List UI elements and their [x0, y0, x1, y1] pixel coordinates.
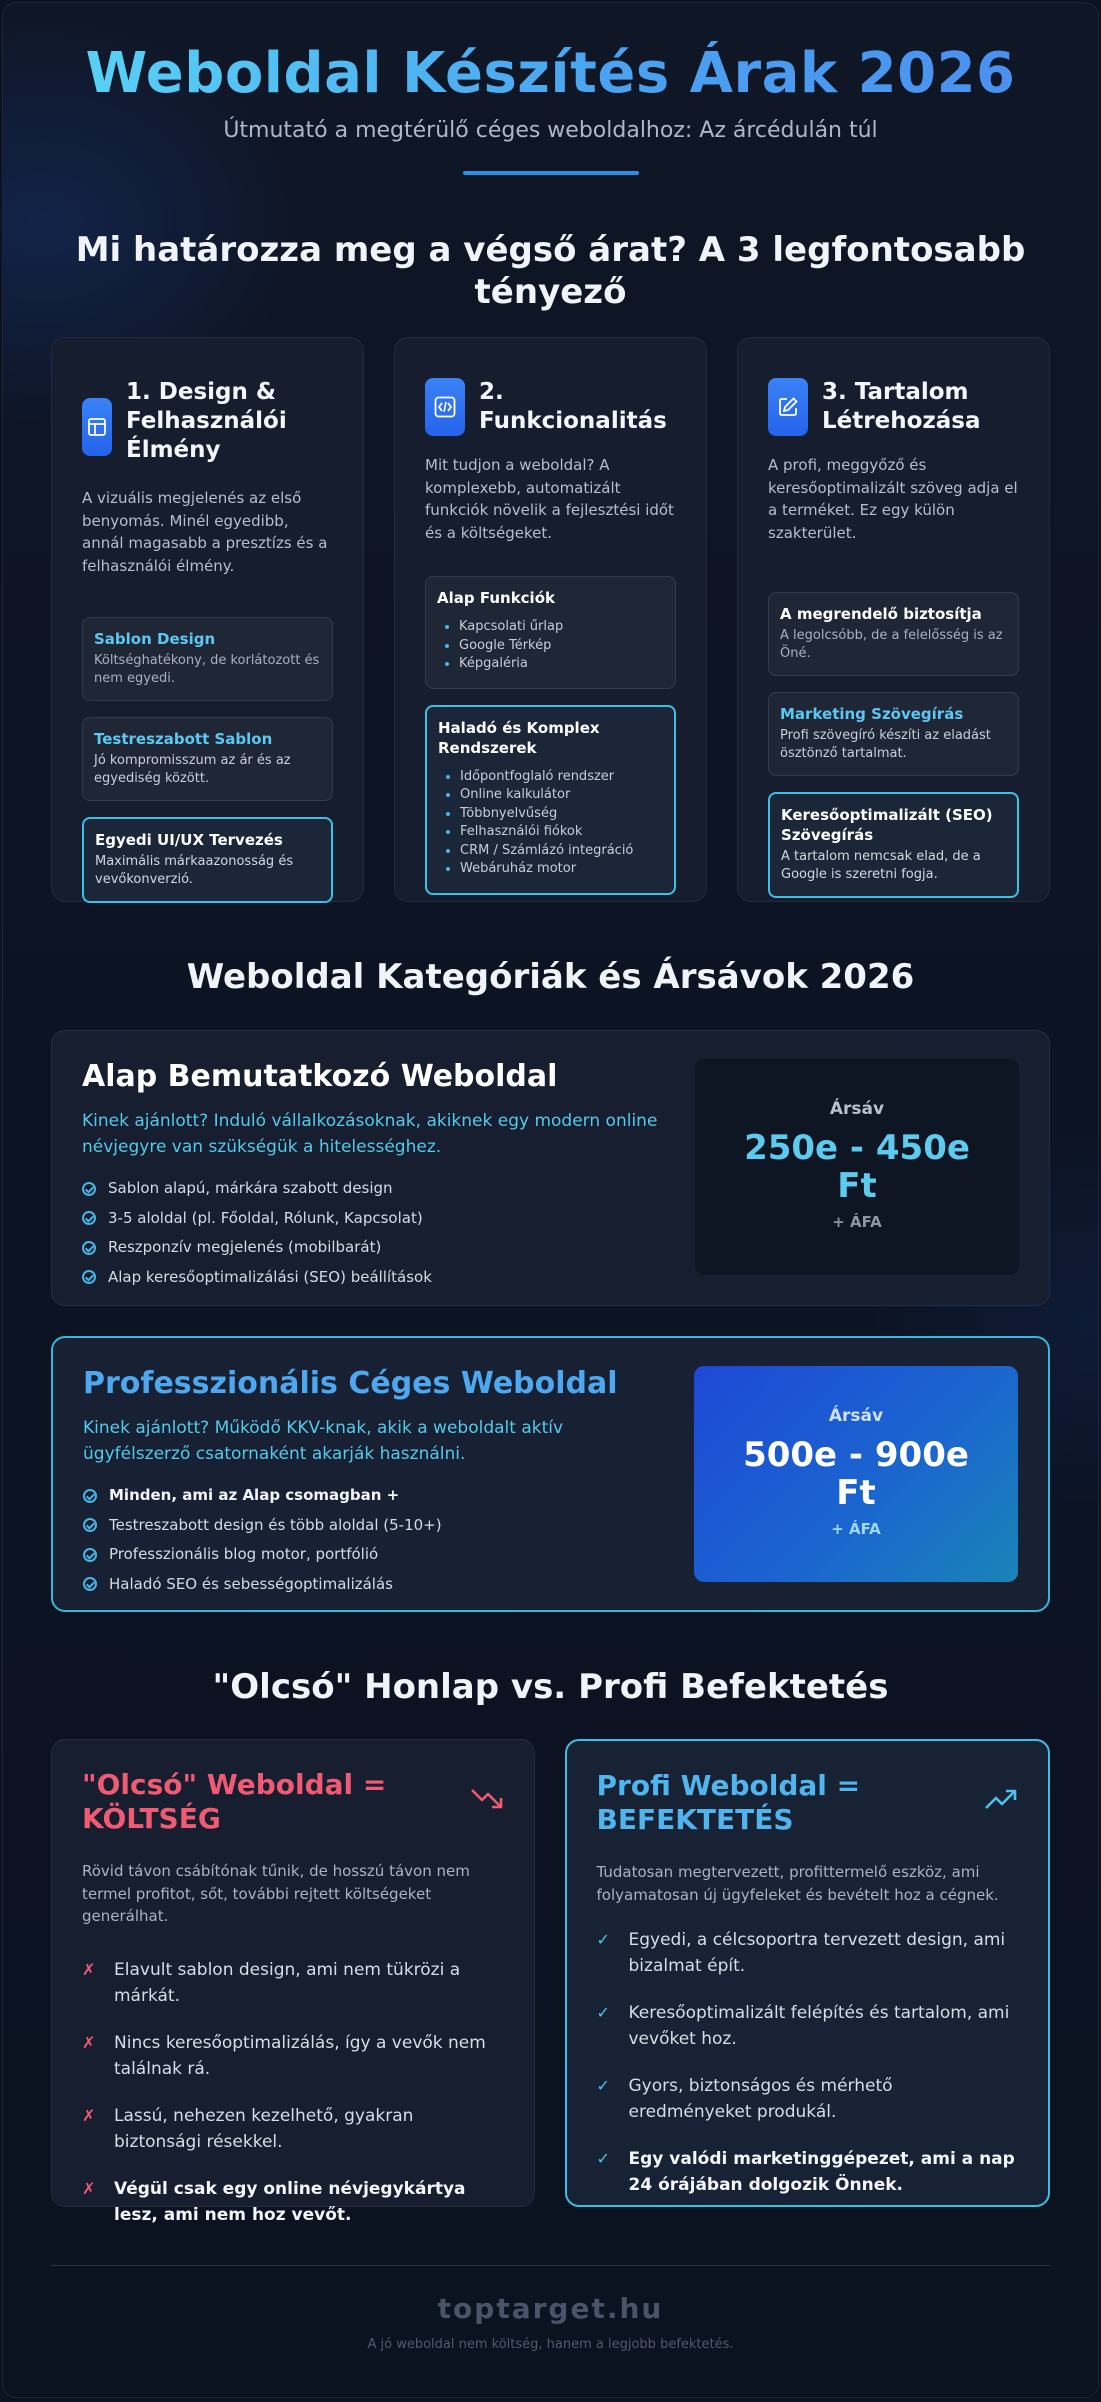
check-icon: ✓: [596, 1930, 610, 1949]
price-box: [695, 1059, 1019, 1275]
price-box: [694, 1366, 1018, 1582]
item-text: Nincs keresőoptimalizálás, így a vevők nem találnak rá.: [114, 2032, 486, 2079]
feature-text: Haladó SEO és sebességoptimalizálás: [109, 1574, 393, 1593]
check-circle-icon: [82, 1211, 96, 1225]
option-title: Keresőoptimalizált (SEO) Szövegírás: [781, 806, 993, 844]
check-circle-icon: [82, 1241, 96, 1255]
factor-title: 1. Design & Felhasználói Élmény: [126, 379, 287, 463]
price-card-professional: [51, 1336, 1050, 1612]
item-text: Végül csak egy online névjegykártya lesz, ami nem hoz vevőt.: [114, 2178, 466, 2225]
feature-text: Alap keresőoptimalizálási (SEO) beállítások: [108, 1267, 432, 1286]
check-circle-icon: [83, 1548, 97, 1562]
cheap-description: Rövid távon csábítónak tűnik, de hosszú távon nem termel profitot, sőt, további rejtett költségeket generálhat.: [82, 1862, 470, 1925]
factor-description: A vizuális megjelenés az első benyomás. Minél egyedibb, annál magasabb a presztízs és a felhasználói élmény.: [82, 489, 328, 575]
cross-icon: ✗: [82, 2105, 96, 2125]
check-circle-icon: [82, 1270, 96, 1284]
factor-description: A profi, meggyőző és keresőoptimalizált szöveg adja el a terméket. Ez egy külön szakterület.: [768, 456, 1018, 542]
option-title: Egyedi UI/UX Tervezés: [95, 831, 283, 849]
option-description: A tartalom nemcsak elad, de a Google is szeretni fogja.: [781, 849, 981, 882]
feature-text: Sablon alapú, márkára szabott design: [108, 1179, 393, 1197]
feature-text: Reszponzív megjelenés (mobilbarát): [108, 1238, 382, 1256]
page-title: Weboldal Készítés Árak 2026: [3, 41, 1098, 106]
cross-icon: ✗: [82, 2032, 96, 2052]
price-card-target: Kinek ajánlott? Induló vállalkozásoknak, akiknek egy modern online névjegyre van szükségük a hitelességhez.: [82, 1111, 658, 1157]
layout-icon: [82, 398, 112, 456]
profi-item: [597, 2146, 1019, 2198]
function-option-basic: [425, 576, 676, 689]
infographic-page: [2, 2, 1099, 2398]
feature-text: 3-5 aloldal (pl. Főoldal, Rólunk, Kapcsolat): [108, 1208, 423, 1227]
content-option-seo: [768, 792, 1019, 898]
list-item: • Webáruház motor: [460, 860, 662, 879]
option-description: Profi szövegíró készíti az eladást ösztönző tartalmat.: [780, 728, 991, 761]
item-text: Lassú, nehezen kezelhető, gyakran biztonsági résekkel.: [114, 2105, 414, 2152]
factor-title: 2. Funkcionalitás: [479, 379, 667, 434]
compare-row: [51, 1739, 1050, 2225]
feature-text: Testreszabott design és több aloldal (5-10+): [109, 1515, 442, 1534]
content-option-client: [768, 592, 1019, 676]
option-title: A megrendelő biztosítja: [780, 605, 982, 623]
price-card-basic: [51, 1030, 1050, 1306]
factor-card-design: [51, 337, 364, 902]
check-circle-icon: [83, 1489, 97, 1503]
pricing-section-title: Weboldal Kategóriák és Ársávok 2026: [186, 957, 915, 997]
factor-title: 3. Tartalom Létrehozása: [822, 379, 981, 434]
price-vat: + ÁFA: [831, 1520, 881, 1538]
list-item: • Online kalkulátor: [460, 786, 662, 805]
footer: [51, 2265, 1050, 2352]
cheap-title: "Olcsó" Weboldal = KÖLTSÉG: [82, 1768, 387, 1835]
profi-item: [597, 1927, 1019, 1979]
price-card-title: Alap Bemutatkozó Weboldal: [82, 1059, 558, 1094]
list-item: • CRM / Számlázó integráció: [460, 842, 662, 861]
price-value: 250e - 450e Ft: [744, 1128, 970, 1206]
list-item: • Képgaléria: [459, 655, 663, 674]
edit-icon: [768, 378, 808, 436]
compare-section-title: "Olcsó" Honlap vs. Profi Befektetés: [212, 1667, 889, 1707]
item-text: Egy valódi marketinggépezet, ami a nap 24 órájában dolgozik Önnek.: [628, 2149, 1015, 2195]
list-item: • Felhasználói fiókok: [460, 823, 662, 842]
design-option-custom-template: [82, 717, 333, 801]
check-circle-icon: [83, 1518, 97, 1532]
cross-icon: ✗: [82, 2178, 96, 2198]
item-text: Keresőoptimalizált felépítés és tartalom, ami vevőket hoz.: [628, 2003, 1010, 2049]
factors-section-title: Mi határozza meg a végső árat? A 3 legfontosabb tényező: [75, 230, 1026, 312]
option-description: Maximális márkaazonosság és vevőkonverzió.: [95, 854, 294, 887]
check-icon: ✓: [596, 2003, 610, 2022]
option-description: Költséghatékony, de korlátozott és nem egyedi.: [94, 653, 320, 686]
option-title: Sablon Design: [94, 630, 216, 648]
feature-text: Minden, ami az Alap csomagban +: [109, 1486, 400, 1504]
footer-brand: toptarget.hu: [437, 2292, 664, 2325]
profi-title: Profi Weboldal = BEFEKTETÉS: [596, 1769, 861, 1836]
item-text: Elavult sablon design, ami nem tükrözi a márkát.: [114, 1959, 461, 2006]
price-label: Ársáv: [828, 1406, 884, 1426]
check-icon: ✓: [596, 2076, 610, 2095]
price-card-title: Professzionális Céges Weboldal: [83, 1366, 618, 1401]
option-description: Jó kompromisszum az ár és az egyediség között.: [94, 753, 291, 786]
check-icon: ✓: [596, 2149, 610, 2168]
cheap-item: [82, 2103, 504, 2155]
function-option-advanced: [425, 705, 676, 895]
factor-card-content: [737, 337, 1050, 902]
profi-description: Tudatosan megtervezett, profittermelő eszköz, ami folyamatosan új ügyfeleket és bevételt hoz a cégnek.: [596, 1863, 999, 1904]
price-value: 500e - 900e Ft: [743, 1435, 969, 1513]
page-subtitle: Útmutató a megtérülő céges weboldalhoz: Az árcédulán túl: [223, 118, 878, 143]
profi-item: [597, 2000, 1019, 2052]
factor-card-functionality: [394, 337, 707, 902]
feature-text: Professzionális blog motor, portfólió: [109, 1545, 379, 1563]
trending-down-icon: [470, 1786, 504, 1816]
option-list: [438, 768, 662, 879]
list-item: • Google Térkép: [459, 637, 663, 656]
check-circle-icon: [82, 1182, 96, 1196]
list-item: • Többnyelvűség: [460, 805, 662, 824]
item-text: Egyedi, a célcsoportra tervezett design, ami bizalmat épít.: [628, 1930, 1006, 1976]
pricing-cards: [51, 1030, 1050, 1612]
option-description: A legolcsóbb, de a felelősség is az Öné.: [780, 628, 1003, 661]
check-circle-icon: [83, 1577, 97, 1591]
item-text: Gyors, biztonságos és mérhető eredményeket produkál.: [628, 2076, 893, 2122]
cheap-item: [82, 2176, 504, 2228]
factor-description: Mit tudjon a weboldal? A komplexebb, automatizált funkciók növelik a fejlesztési időt és a költségeket.: [425, 456, 674, 542]
list-item: • Időpontfoglaló rendszer: [460, 768, 662, 787]
code-icon: [425, 378, 465, 436]
design-option-unique: [82, 817, 333, 903]
price-vat: + ÁFA: [832, 1213, 882, 1231]
price-card-target: Kinek ajánlott? Működő KKV-knak, akik a weboldalt aktív ügyfélszerző csatornaként akarják használni.: [83, 1418, 564, 1464]
cheap-website-card: [51, 1739, 535, 2225]
factors-row: [51, 337, 1050, 902]
footer-tagline: A jó weboldal nem költség, hanem a legjobb befektetés.: [367, 2337, 734, 2352]
header: [3, 3, 1098, 175]
option-list: [437, 618, 663, 674]
option-title: Alap Funkciók: [437, 589, 555, 607]
cheap-item: [82, 1957, 504, 2009]
option-title: Testreszabott Sablon: [94, 730, 273, 748]
option-title: Marketing Szövegírás: [780, 705, 964, 723]
header-divider: [463, 171, 639, 175]
cross-icon: ✗: [82, 1959, 96, 1979]
cheap-item: [82, 2030, 504, 2082]
option-title: Haladó és Komplex Rendszerek: [438, 718, 600, 757]
trending-up-icon: [984, 1787, 1018, 1817]
price-label: Ársáv: [829, 1099, 885, 1119]
profi-item: [597, 2073, 1019, 2125]
content-option-marketing: [768, 692, 1019, 776]
list-item: • Kapcsolati űrlap: [459, 618, 663, 637]
design-option-template: [82, 617, 333, 701]
profi-website-card: [565, 1739, 1051, 2207]
